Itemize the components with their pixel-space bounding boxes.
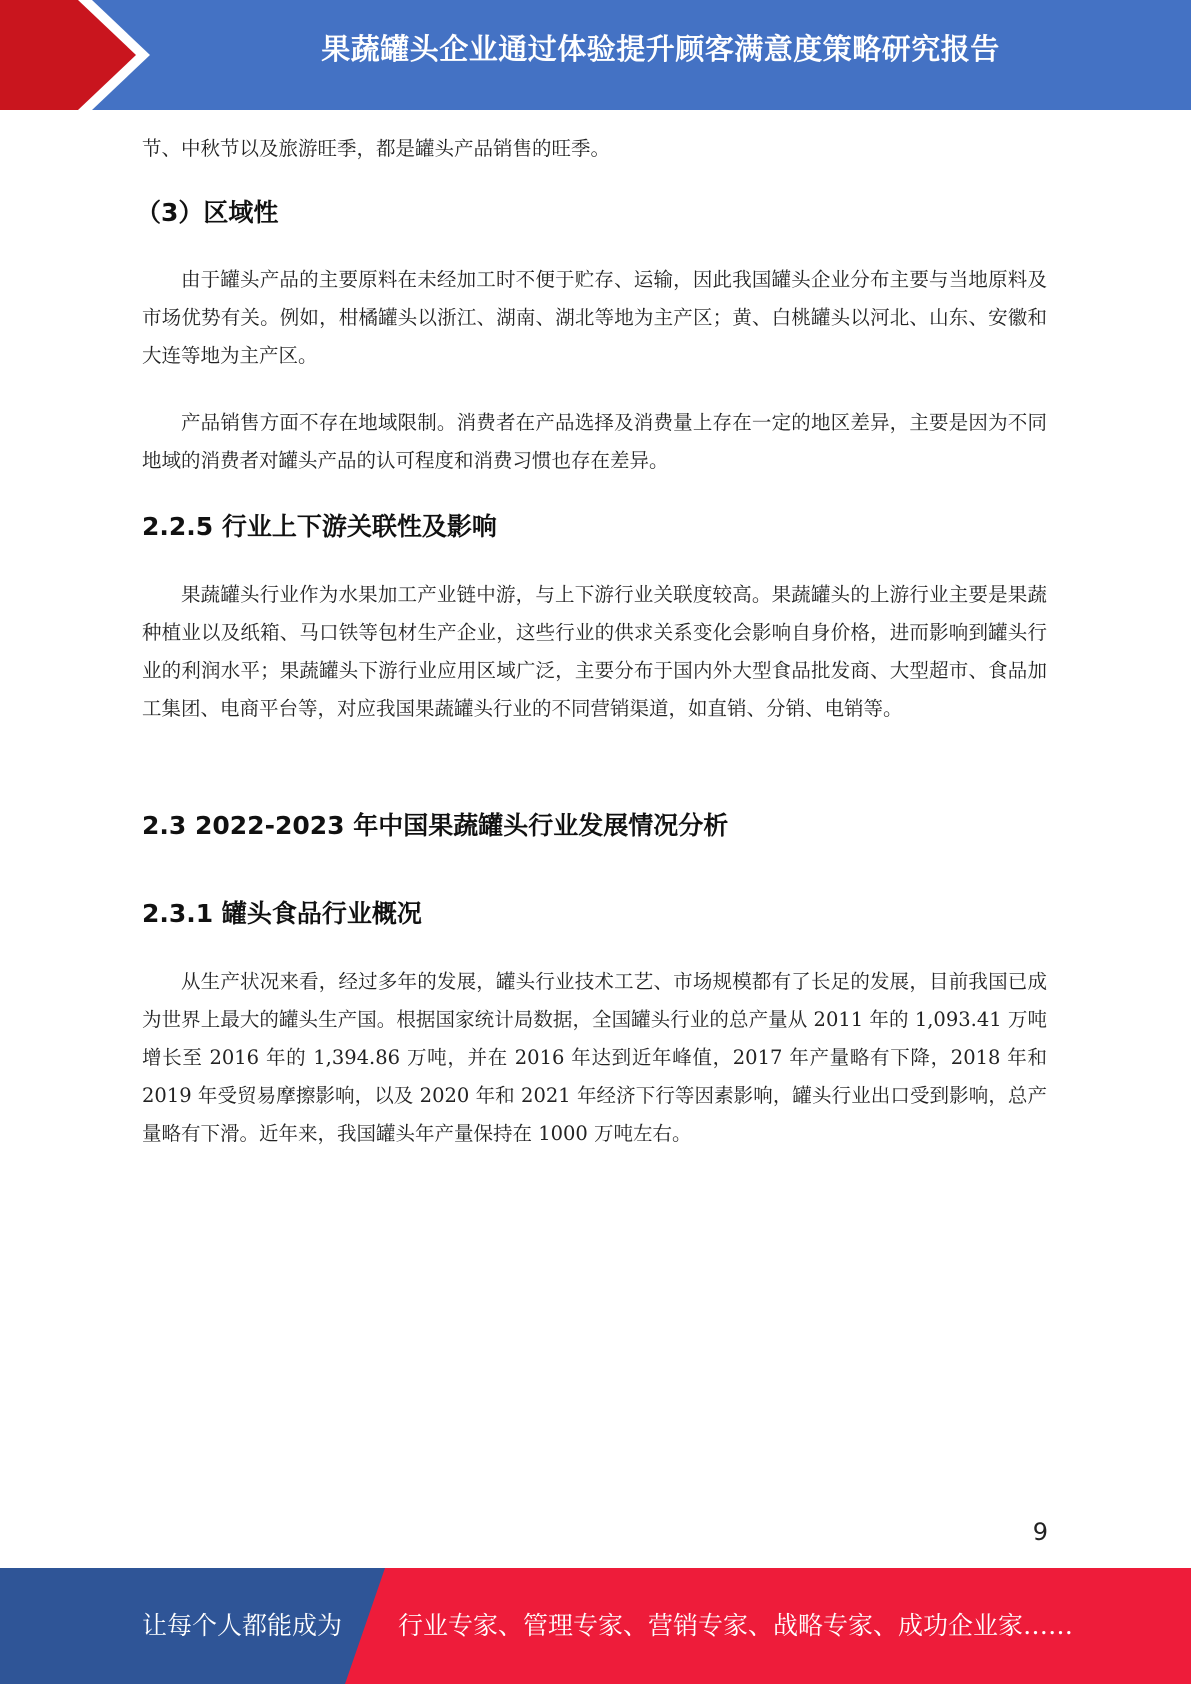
heading-2-3-1: 2.3.1 罐头食品行业概况 — [142, 899, 422, 928]
paragraph-2-2-5: 果蔬罐头行业作为水果加工产业链中游，与上下游行业关联度较高。果蔬罐头的上游行业主要是果蔬种植业以及纸箱、马口铁等包材生产企业，这些行业的供求关系变化会影响自身价格，进而影响到罐头行业的利润水平；果蔬罐头下游行业应用区域广泛，主要分布于国内外大型食品批发商、大型超市、食品加工集团、电商平台等，对应我国果蔬罐头行业的不同营销渠道，如直销、分销、电销等。 — [142, 583, 1047, 720]
page-number: 9 — [1032, 1518, 1048, 1546]
header-title: 果蔬罐头企业通过体验提升顾客满意度策略研究报告 — [321, 32, 1000, 66]
heading-regional: （3）区域性 — [136, 198, 279, 227]
header-chevron-icon — [0, 0, 160, 110]
document-body — [136, 130, 1047, 1153]
footer-slogan-right: 行业专家、管理专家、营销专家、战略专家、成功企业家…… — [398, 1611, 1074, 1640]
footer-slogan-left: 让每个人都能成为 — [142, 1611, 343, 1640]
heading-2-3: 2.3 2022-2023 年中国果蔬罐头行业发展情况分析 — [142, 811, 729, 840]
paragraph-2-3-1: 从生产状况来看，经过多年的发展，罐头行业技术工艺、市场规模都有了长足的发展，目前我国已成为世界上最大的罐头生产国。根据国家统计局数据，全国罐头行业的总产量从 2011 年的 1,093.41 万吨增长至 2016 年的 1,394.86 万吨，并在 2016 年达到近年峰值，2017 年产量略有下降，2018 年和 2019 年受贸易摩擦影响，以及 2020 年和 2021 年经济下行等因素影响，罐头行业出口受到影响，总产量略有下滑。近年来，我国罐头年产量保持在 1000 万吨左右。 — [142, 970, 1047, 1145]
paragraph-regional-1: 由于罐头产品的主要原料在未经加工时不便于贮存、运输，因此我国罐头企业分布主要与当地原料及市场优势有关。例如，柑橘罐头以浙江、湖南、湖北等地为主产区；黄、白桃罐头以河北、山东、安徽和大连等地为主产区。 — [142, 268, 1047, 367]
heading-2-2-5: 2.2.5 行业上下游关联性及影响 — [142, 512, 497, 541]
paragraph-regional-2: 产品销售方面不存在地域限制。消费者在产品选择及消费量上存在一定的地区差异，主要是因为不同地域的消费者对罐头产品的认可程度和消费习惯也存在差异。 — [142, 411, 1047, 472]
page-footer — [0, 1568, 1191, 1684]
page-header — [0, 0, 1191, 110]
paragraph-continued: 节、中秋节以及旅游旺季，都是罐头产品销售的旺季。 — [142, 137, 611, 160]
